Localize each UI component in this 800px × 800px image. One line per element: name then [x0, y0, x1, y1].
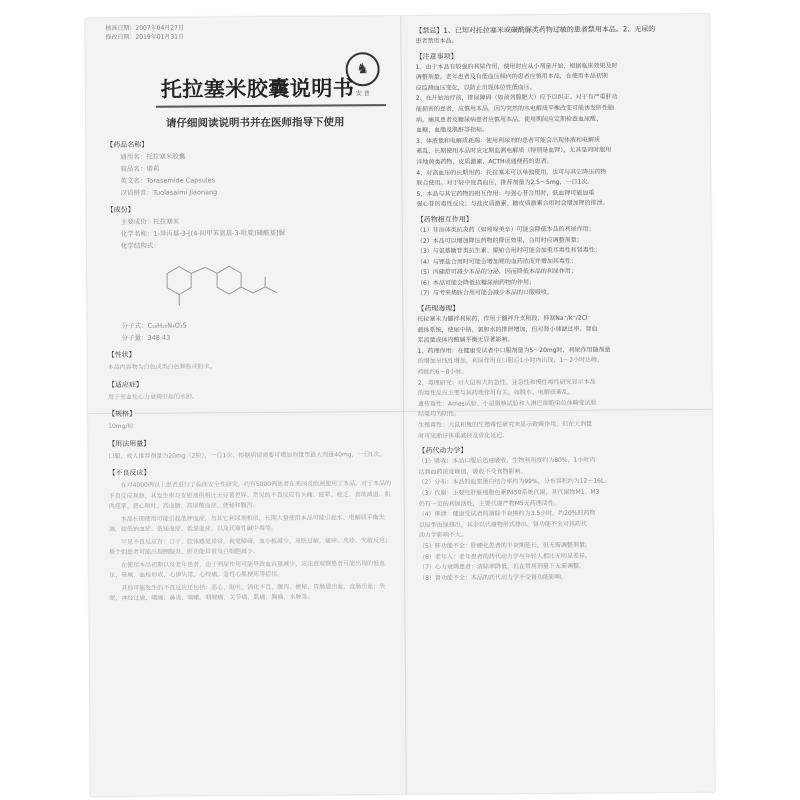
indication-heading: 【适应症】 [107, 380, 143, 389]
text-line: 调整剂量。老年患者及有低血压倾向的患者应慎用本品，在使用本品初期 [415, 72, 608, 82]
molecular-formula: 分子式：C₁₆H₂₀N₄O₃S [121, 321, 187, 330]
text-line: 1、药理作用：在健康受试者中口服剂量为5～20mg时，利尿作用随剂量 [417, 346, 611, 355]
english-name: 英文名：Torasemide Capsules [120, 176, 216, 185]
text-line: 遗传毒性：Ames试验、小鼠微核试验和人淋巴细胞染色体畸变试验 [417, 399, 597, 408]
title-underline [156, 104, 386, 108]
adverse-paragraph: 本品长期使用可能引起低钾血症，与其它利尿剂相似，长期大量使用本品可能引起水、电解质平衡失调，如低钠血症、低镁血症、低氯血症，以及代谢性碱中毒等。 [108, 513, 385, 534]
main-ingredient: 主要成份：托拉塞米 [120, 217, 180, 226]
brand-logo-caption: 安 普 [355, 90, 370, 98]
text-line: 以原型由尿排出，其余以代谢物形式排出，肾功能不全对其药代 [418, 520, 587, 529]
text-line: 2、在开始治疗前，排尿障碍（如前列腺肥大）应予以纠正。对于有严重肝功 [415, 93, 618, 103]
text-line: 达到血药浓度峰值，吸收不受食物影响。 [418, 467, 527, 476]
revision-date: 修改日期：2019年01月31日 [105, 33, 184, 42]
text-line: 3、体液量和电解质耗竭：使用利尿剂的患者可能会出现体液和电解质 [416, 136, 601, 145]
text-line: 应监测血压变化，以防止出现体位性低血压。 [415, 83, 536, 92]
document-title: 托拉塞米胶囊说明书 [160, 76, 355, 102]
text-line: 生殖毒性：大鼠和兔的生殖毒性研究未显示致畸作用，但在大剂量 [418, 420, 593, 429]
text-line: （5）肝功能不全：肝硬化患者的半衰期延长，但无需调整剂量。 [418, 541, 591, 550]
text-line: 能损害的患者，应慎用本品，因为突然的水电解质平衡改变可能诱发肝性脑 [415, 104, 614, 113]
section-heading: 【药物相互作用】 [416, 215, 473, 224]
section-heading: 【禁忌】1、已知对托拉塞米或磺酰脲类药物过敏的患者禁用本品。2、无尿的 [415, 25, 656, 35]
trade-name: 商品名：诺莉 [120, 164, 160, 173]
approval-dates [105, 22, 390, 42]
right-text-block [415, 24, 699, 584]
indication-text: 用于充血性心力衰竭引起的水肿。 [107, 392, 198, 401]
text-line: 持续约6～8小时。 [417, 368, 468, 376]
approval-date: 核准日期：2007年04月27日 [105, 24, 184, 33]
text-line: （7）心力衰竭患者：清除率降低，但在常用剂量下无需调整。 [419, 562, 585, 571]
character-heading: 【性状】 [107, 350, 136, 360]
text-line: （4）与锂盐合用时可能会增加锂的血药浓度并增加其毒性； [416, 257, 577, 266]
section-heading: 【药理毒理】 [417, 304, 460, 313]
section-heading: 【注意事项】 [415, 52, 458, 61]
text-line: 结果均为阴性。 [418, 410, 461, 419]
chemical-structure-diagram [147, 253, 287, 314]
adverse-paragraph: 罕见不良反应有：口干、肢体感觉异常，视觉障碍，血小板减少，皮肤过敏，瘙痒、皮疹、光敏反应；极个别患者可能出现胰腺炎、肝功能异常及白细胞减少。 [108, 536, 391, 557]
usage-notice: 请仔细阅读说明书并在医师指导下使用 [165, 116, 345, 130]
text-line: （7）与考来烯胺合用可能会减少本品的口服吸收。 [417, 289, 554, 298]
text-line: 2、毒理研究：对大鼠和犬的急性、亚急性和慢性毒性研究显示本品 [417, 378, 596, 387]
text-line: 的毒性反应主要与其药理作用有关，如脱水、电解质紊乱。 [417, 389, 574, 398]
adverse-reactions-heading: 【不良反应】 [108, 468, 151, 478]
text-line: 仍有一定的利尿活性，主要代谢产物M5无药理活性。 [418, 499, 560, 508]
composition-heading: 【成份】 [106, 205, 135, 215]
drug-name-heading: 【药品名称】 [106, 140, 149, 150]
text-line: （3）与氨基糖苷类抗生素、顺铂合用时可能会加重耳毒性和肾毒性； [416, 246, 601, 255]
left-sections [106, 132, 394, 604]
text-line: 的增加呈线性增加，利尿作用在口服后1小时内出现，1～2小时达峰， [417, 357, 604, 366]
text-line: 载体系统，使尿中钠、氯和水的排泄增加，但对肾小球滤过率、肾血 [417, 325, 598, 334]
text-line: 时可见胎仔体重减轻及骨化延迟。 [418, 431, 509, 440]
fold-line-vertical [400, 16, 406, 794]
structure-label: 化学结构式： [120, 241, 160, 250]
specification-text: 10mg/粒 [108, 422, 134, 431]
text-line: （4）排泄：健康受试者的消除半衰期约为3.5小时，约20%的药物 [418, 509, 596, 519]
text-line: （5）丙磺舒可减少本品的分泌，因而降低本品的利尿作用； [417, 268, 577, 277]
text-line: 4、对高血压的长期用药：托拉塞米可以单独使用，也可与其它降压药物 [416, 168, 607, 177]
text-line: 强心苷的毒性反应；与盐皮质激素、糖皮质激素合用时会增加钾的排泄。 [416, 199, 609, 209]
text-line: （1）非甾体类抗炎药（如吲哚美辛）可能会降低本品的利尿作用； [416, 225, 595, 234]
adverse-paragraph: 在对4000例以上患者进行了临床安全性研究，约有5000例患者在美国及欧洲使用了本品。对于本品的不良反应观察，其发生率与安慰剂组相比无显著差异。常见的不良反应有头痛、眩晕、疲乏、食欲减退、肌肉痉挛、恶心呕吐、高血糖、高尿酸血症、便秘和腹泻。 [108, 480, 392, 511]
section-heading: 【药代动力学】 [418, 446, 468, 456]
text-line: 联合使用。对于轻中度高血压，推荐剂量为2.5～5mg，一日1次。 [416, 178, 594, 188]
usage-dosage-text: 口服，成人推荐剂量为20mg（2粒），一日1次，根据病情需要可增加剂量至最大剂量40mg，一日1次。 [108, 450, 386, 460]
text-line: 5、本品与其它药物的相互作用：与强心苷合用时，低血钾可能加重 [416, 189, 595, 198]
text-line: （6）老年人：老年患者的药代动力学与年轻人相比无明显差异。 [419, 552, 591, 561]
chemical-name: 化学名称：1-异丙基-3-[(4-间甲苯氨基-3-吡啶)磺酰基]脲 [120, 228, 286, 238]
text-line: 动力学影响不大。 [418, 531, 467, 540]
leaflet-sheet [85, 14, 714, 796]
left-column [105, 22, 392, 603]
text-line: 血糖、血脂及肌酐等指标。 [416, 126, 489, 135]
specification-heading: 【规格】 [108, 409, 137, 419]
text-line: 托拉塞米为髓袢利尿药，作用于髓袢升支粗段，抑制Na⁺/K⁺/2Cl⁻ [417, 314, 591, 323]
text-line: 病。痛风患者及糖尿病患者应慎用本品，使用期间应定期检查血尿酸、 [415, 115, 603, 124]
brand-logo: ♞ [346, 52, 380, 86]
adverse-paragraph: 在使用本品初期以及老年患者，由于利尿作用可能导致血容量减少，应注意观察患者可能出现的低血压、晕厥、血栓形成、心律失常、心绞痛、急性心肌梗死等症状。 [109, 559, 386, 580]
usage-dosage-heading: 【用法用量】 [108, 439, 151, 448]
right-column [415, 20, 699, 584]
adverse-paragraph: 其他可能发生的不良反应还包括：恶心、呕吐、消化不良、腹泻、便秘、胃肠道出血、直肠出血；失眠、神经过敏、嗜睡；鼻炎、咳嗽、咽喉痛、关节痛、肌痛；胸痛、水肿等。 [109, 582, 386, 603]
text-line: 患者禁用本品。 [415, 37, 458, 45]
text-line: （3）代谢：主要经肝脏细胞色素P450系统代谢，其代谢物M1、M3 [418, 488, 600, 497]
text-line: 洋地黄类药物、皮质激素、ACTH或通便药的患者。 [416, 157, 553, 166]
character-text: 本品内容物为白色或类白色颗粒或粉末。 [107, 363, 216, 372]
molecular-weight: 分子量：348.43 [121, 333, 171, 342]
pinyin-name: 汉语拼音：Tuolasaimi Jiaonang [120, 188, 218, 197]
text-line: 1、由于本品有较强的利尿作用，使用时应从小剂量开始，根据临床效果及时 [415, 62, 618, 71]
text-line: （2）分布：本品的血浆蛋白结合率约为99%，分布容积约为12～16L。 [418, 477, 611, 487]
text-line: （8）肾功能不全：本品的药代动力学不受肾功能影响。 [419, 573, 568, 582]
text-line: （6）本品可能会降低抗糖尿病药物的作用； [417, 278, 536, 287]
text-line: 紊乱，长期使用本品时应定期监测电解质（特别是血钾），尤其是同时服用 [416, 146, 612, 156]
generic-name: 通用名：托拉塞米胶囊 [120, 152, 186, 161]
text-line: 浆流量或体内酸碱平衡无显著影响。 [417, 336, 514, 345]
text-line: （1）吸收：本品口服后迅速吸收，生物利用度约为80%，1小时内 [418, 456, 596, 466]
text-line: （2）本品可以增加降压药物的降压效果，合用时应调整剂量； [416, 236, 583, 245]
